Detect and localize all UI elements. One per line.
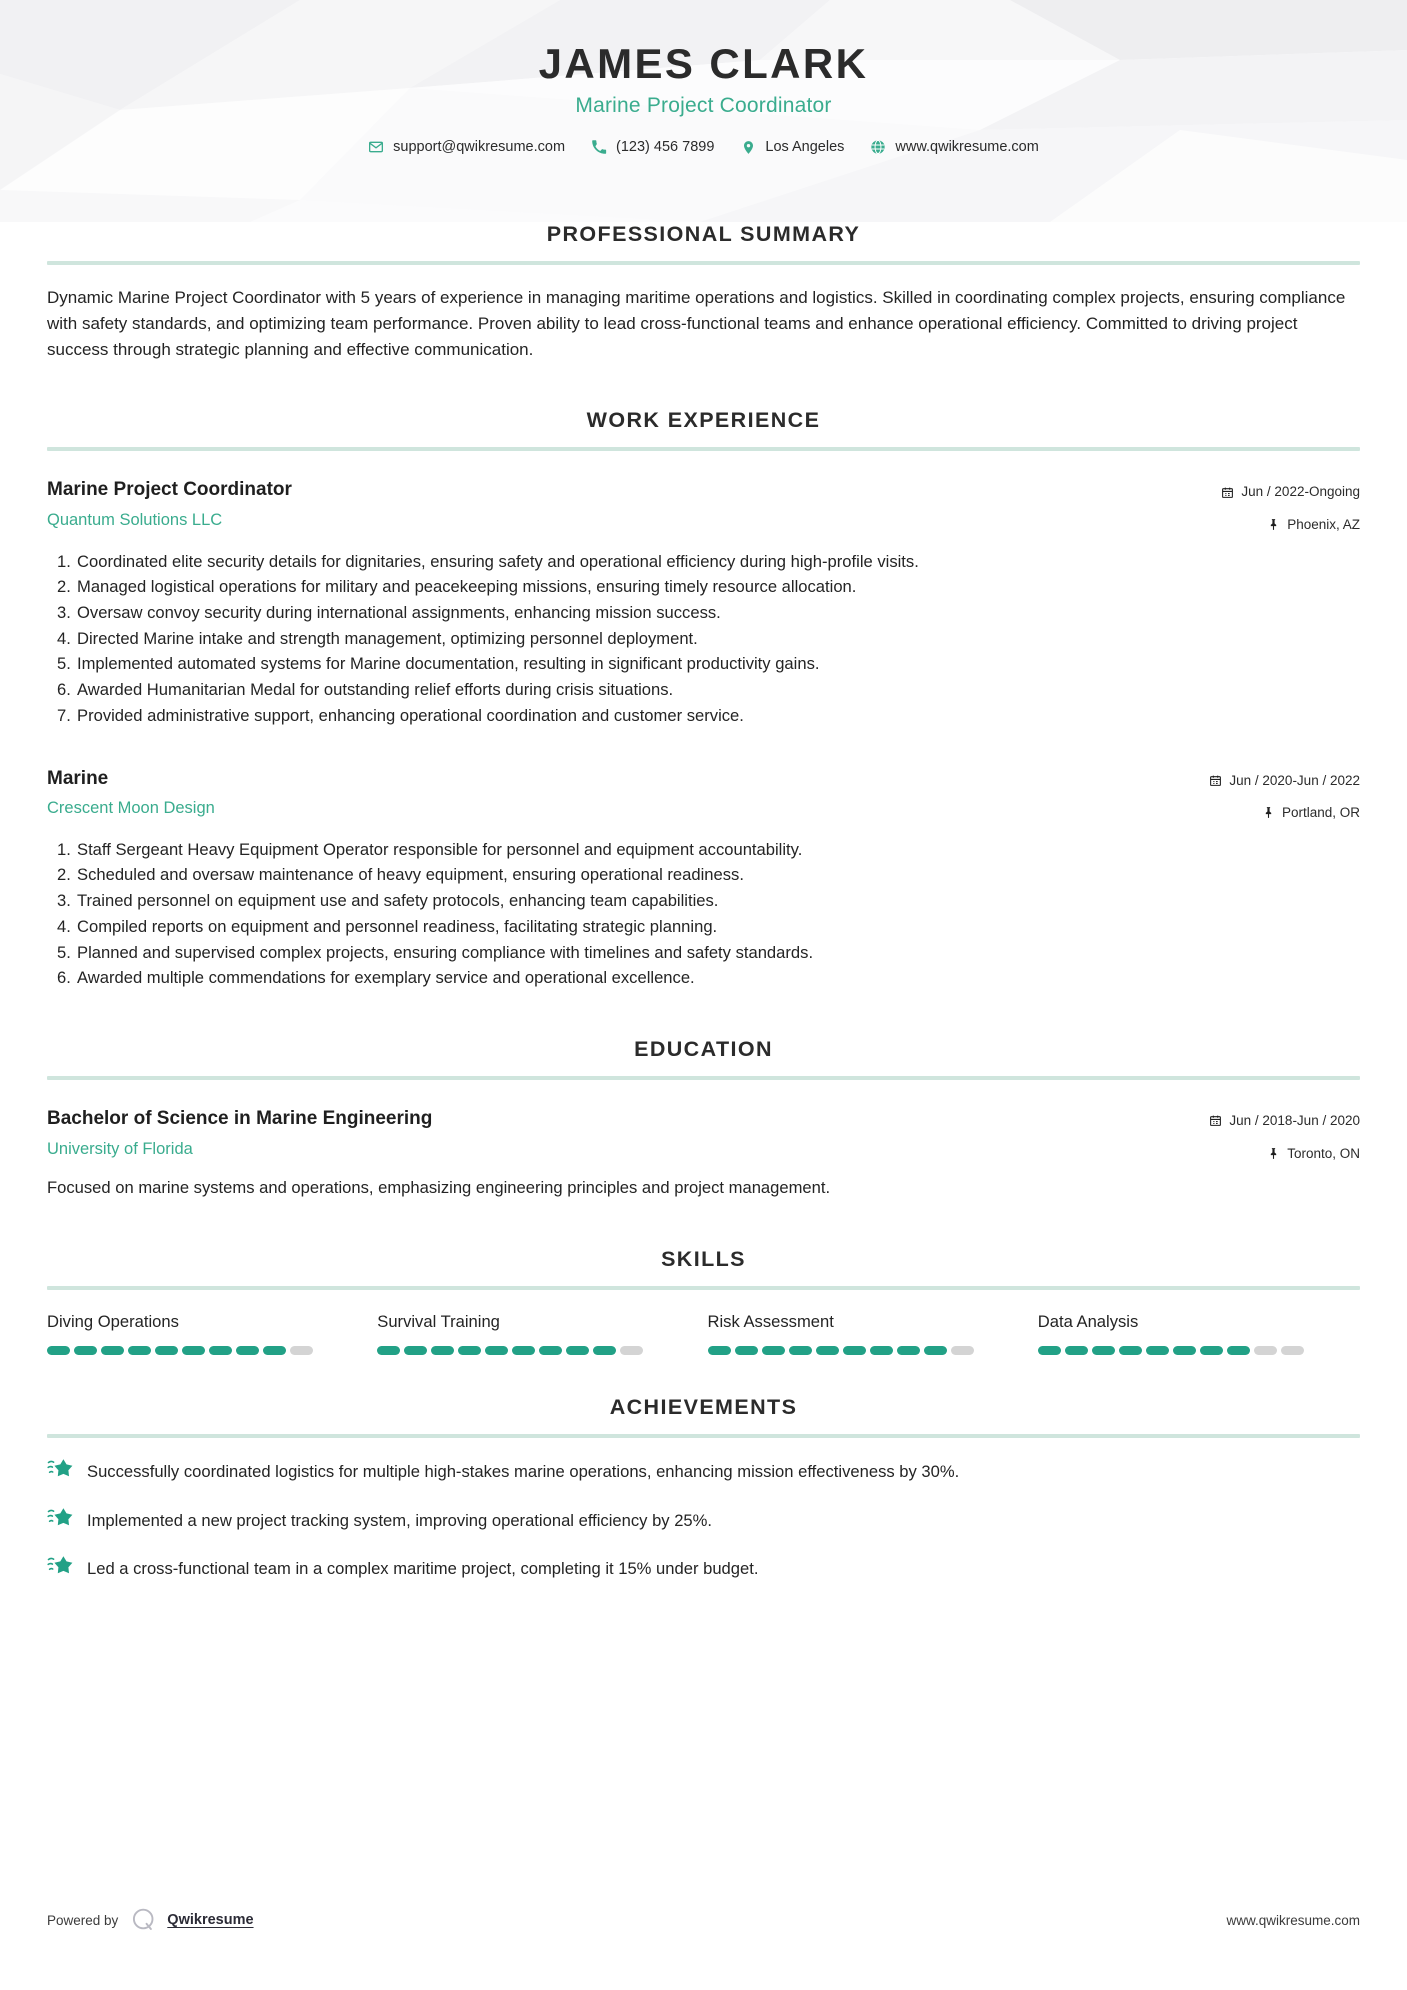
work-entry bbox=[47, 767, 1360, 991]
contact-location[interactable] bbox=[727, 139, 857, 155]
work-dates-text: Jun / 2022-Ongoing bbox=[1241, 484, 1360, 500]
skill-pip-filled bbox=[458, 1346, 481, 1355]
section-professional-summary bbox=[47, 222, 1360, 362]
skill-pip-empty bbox=[1254, 1346, 1277, 1355]
list-item: Coordinated elite security details for dignitaries, ensuring safety and operational efficiency during high-profile visits. bbox=[77, 551, 919, 571]
education-dates-text: Jun / 2018-Jun / 2020 bbox=[1229, 1113, 1360, 1129]
skill-label: Risk Assessment bbox=[707, 1312, 834, 1332]
work-entry bbox=[47, 478, 1360, 728]
contact-website-text: www.qwikresume.com bbox=[895, 139, 1039, 156]
shooting-star-icon bbox=[47, 1457, 75, 1483]
list-item: Managed logistical operations for military and peacekeeping missions, ensuring timely resource allocation. bbox=[77, 577, 857, 597]
work-entry-header bbox=[47, 767, 1360, 823]
skills-grid bbox=[47, 1312, 1360, 1355]
pushpin-icon bbox=[1262, 806, 1275, 819]
skill-pip-filled bbox=[816, 1346, 839, 1355]
section-achievements bbox=[47, 1395, 1360, 1581]
work-bullets bbox=[47, 837, 1360, 991]
section-heading-summary: PROFESSIONAL SUMMARY bbox=[546, 222, 861, 246]
achievement-text: Led a cross-functional team in a complex maritime project, completing it 15% under budget. bbox=[87, 1559, 759, 1579]
work-company: Quantum Solutions LLC bbox=[47, 511, 223, 530]
skill-pip-filled bbox=[209, 1346, 232, 1355]
list-item: Scheduled and oversaw maintenance of heavy equipment, ensuring operational readiness. bbox=[77, 865, 744, 885]
section-divider bbox=[47, 261, 1360, 265]
skill-pip-filled bbox=[789, 1346, 812, 1355]
education-description: Focused on marine systems and operations, emphasizing engineering principles and project management. bbox=[47, 1178, 831, 1198]
contact-row bbox=[0, 139, 1407, 155]
education-school: University of Florida bbox=[47, 1139, 193, 1158]
skill-pip-filled bbox=[1119, 1346, 1142, 1355]
skill-pip-filled bbox=[924, 1346, 947, 1355]
skill-pip-empty bbox=[951, 1346, 974, 1355]
list-item: Implemented automated systems for Marine documentation, resulting in significant productivity gains. bbox=[77, 654, 820, 674]
skill-item bbox=[47, 1312, 369, 1355]
list-item: Awarded Humanitarian Medal for outstanding relief efforts during crisis situations. bbox=[77, 680, 674, 700]
skill-pip-filled bbox=[1173, 1346, 1196, 1355]
contact-location-text: Los Angeles bbox=[765, 139, 845, 156]
skill-pip-filled bbox=[1227, 1346, 1250, 1355]
skill-label: Survival Training bbox=[377, 1312, 500, 1332]
skill-level-bar bbox=[377, 1346, 699, 1355]
skill-pip-filled bbox=[74, 1346, 97, 1355]
summary-text: Dynamic Marine Project Coordinator with 5 years of experience in managing maritime operations and logistics. Skilled in coordinating complex projects, ensuring compliance with safety standards, and optimizing team performance. Proven ability to lead cross-functional teams and enhance operational efficiency. Committed to driving project success through strategic planning and effective communication. bbox=[47, 288, 1346, 359]
list-item bbox=[47, 1555, 1360, 1581]
skill-pip-filled bbox=[1146, 1346, 1169, 1355]
list-item: Trained personnel on equipment use and safety protocols, enhancing team capabilities. bbox=[77, 891, 719, 911]
globe-icon bbox=[870, 139, 886, 155]
skill-pip-filled bbox=[182, 1346, 205, 1355]
skill-pip-filled bbox=[593, 1346, 616, 1355]
skill-pip-filled bbox=[762, 1346, 785, 1355]
pushpin-icon bbox=[1267, 1147, 1280, 1160]
list-item: Directed Marine intake and strength management, optimizing personnel deployment. bbox=[77, 628, 698, 648]
skill-pip-filled bbox=[539, 1346, 562, 1355]
work-location-text: Portland, OR bbox=[1281, 805, 1360, 821]
skill-pip-filled bbox=[735, 1346, 758, 1355]
shooting-star-icon bbox=[47, 1506, 75, 1532]
skill-pip-empty bbox=[620, 1346, 643, 1355]
skill-pip-empty bbox=[290, 1346, 313, 1355]
list-item: Compiled reports on equipment and personnel readiness, facilitating strategic planning. bbox=[77, 916, 718, 936]
section-heading-achievements: ACHIEVEMENTS bbox=[609, 1395, 798, 1420]
skill-item bbox=[708, 1312, 1030, 1355]
achievement-text: Implemented a new project tracking system, improving operational efficiency by 25%. bbox=[87, 1510, 713, 1530]
email-icon bbox=[368, 139, 384, 155]
skill-pip-filled bbox=[128, 1346, 151, 1355]
skill-pip-filled bbox=[101, 1346, 124, 1355]
section-heading-education: EDUCATION bbox=[634, 1037, 773, 1062]
skill-level-bar bbox=[708, 1346, 1030, 1355]
skill-pip-filled bbox=[236, 1346, 259, 1355]
qwikresume-logo-icon bbox=[130, 1906, 158, 1934]
footer-brand-link[interactable]: Qwikresume bbox=[167, 1912, 254, 1928]
section-education bbox=[47, 1037, 1360, 1201]
contact-phone[interactable] bbox=[578, 139, 727, 155]
skill-level-bar bbox=[47, 1346, 369, 1355]
section-skills bbox=[47, 1247, 1360, 1355]
achievement-text: Successfully coordinated logistics for multiple high-stakes marine operations, enhancing mission effectiveness by 30%. bbox=[87, 1462, 960, 1482]
list-item: Staff Sergeant Heavy Equipment Operator responsible for personnel and equipment accountability. bbox=[77, 839, 803, 859]
education-location-text: Toronto, ON bbox=[1287, 1145, 1360, 1161]
contact-phone-text: (123) 456 7899 bbox=[616, 139, 715, 156]
education-degree: Bachelor of Science in Marine Engineering bbox=[47, 1108, 433, 1130]
skill-item bbox=[1038, 1312, 1360, 1355]
work-location bbox=[1221, 515, 1360, 535]
education-location bbox=[1209, 1144, 1360, 1164]
skill-pip-filled bbox=[708, 1346, 731, 1355]
skill-pip-filled bbox=[377, 1346, 400, 1355]
section-divider bbox=[47, 1286, 1360, 1290]
work-dates-text: Jun / 2020-Jun / 2022 bbox=[1229, 772, 1360, 788]
skill-pip-filled bbox=[155, 1346, 178, 1355]
skill-pip-filled bbox=[1065, 1346, 1088, 1355]
contact-website[interactable] bbox=[857, 139, 1051, 155]
section-heading-skills: SKILLS bbox=[661, 1247, 746, 1272]
achievements-list bbox=[47, 1458, 1360, 1581]
footer-powered-by bbox=[47, 1906, 254, 1934]
resume-header bbox=[0, 0, 1407, 222]
work-role: Marine Project Coordinator bbox=[47, 479, 292, 501]
section-divider bbox=[47, 447, 1360, 451]
skill-pip-filled bbox=[897, 1346, 920, 1355]
calendar-icon bbox=[1221, 486, 1234, 499]
skill-pip-filled bbox=[870, 1346, 893, 1355]
page-title: JAMES CLARK bbox=[538, 40, 869, 87]
work-bullets bbox=[47, 549, 1360, 729]
phone-icon bbox=[591, 139, 607, 155]
work-dates bbox=[1221, 482, 1360, 502]
list-item bbox=[47, 1458, 1360, 1484]
skill-pip-filled bbox=[843, 1346, 866, 1355]
footer-powered-by-label: Powered by bbox=[47, 1912, 119, 1928]
section-divider bbox=[47, 1076, 1360, 1080]
education-entry-header bbox=[47, 1107, 1360, 1163]
footer-website[interactable]: www.qwikresume.com bbox=[1226, 1912, 1360, 1928]
skill-pip-filled bbox=[512, 1346, 535, 1355]
skill-pip-filled bbox=[404, 1346, 427, 1355]
section-heading-work: WORK EXPERIENCE bbox=[586, 408, 821, 433]
section-divider bbox=[47, 1434, 1360, 1438]
education-dates bbox=[1209, 1111, 1360, 1131]
skill-label: Data Analysis bbox=[1037, 1312, 1139, 1332]
list-item: Oversaw convoy security during international assignments, enhancing mission success. bbox=[77, 603, 721, 623]
skill-pip-filled bbox=[1038, 1346, 1061, 1355]
list-item bbox=[47, 1507, 1360, 1533]
skill-label: Diving Operations bbox=[47, 1312, 179, 1332]
calendar-icon bbox=[1209, 1114, 1222, 1127]
work-location-text: Phoenix, AZ bbox=[1287, 517, 1360, 533]
work-dates bbox=[1209, 771, 1360, 791]
work-company: Crescent Moon Design bbox=[47, 799, 215, 818]
skill-pip-empty bbox=[1281, 1346, 1304, 1355]
skill-level-bar bbox=[1038, 1346, 1360, 1355]
contact-email-text: support@qwikresume.com bbox=[393, 139, 566, 156]
skill-pip-filled bbox=[47, 1346, 70, 1355]
skill-item bbox=[377, 1312, 699, 1355]
section-work-experience bbox=[47, 408, 1360, 991]
page-footer bbox=[47, 1906, 1360, 1934]
work-location bbox=[1209, 803, 1360, 823]
work-entry-header bbox=[47, 478, 1360, 534]
skill-pip-filled bbox=[1092, 1346, 1115, 1355]
shooting-star-icon bbox=[47, 1554, 75, 1580]
skill-pip-filled bbox=[263, 1346, 286, 1355]
work-role: Marine bbox=[47, 767, 109, 789]
location-pin-icon bbox=[740, 139, 756, 155]
list-item: Planned and supervised complex projects, ensuring compliance with timelines and safety standards. bbox=[77, 942, 814, 962]
contact-email[interactable] bbox=[355, 139, 578, 155]
calendar-icon bbox=[1209, 774, 1222, 787]
skill-pip-filled bbox=[1200, 1346, 1223, 1355]
list-item: Awarded multiple commendations for exemplary service and operational excellence. bbox=[77, 968, 695, 988]
skill-pip-filled bbox=[431, 1346, 454, 1355]
job-title: Marine Project Coordinator bbox=[575, 94, 832, 118]
skill-pip-filled bbox=[485, 1346, 508, 1355]
pushpin-icon bbox=[1267, 518, 1280, 531]
list-item: Provided administrative support, enhancing operational coordination and customer service. bbox=[77, 705, 744, 725]
education-entry bbox=[47, 1107, 1360, 1201]
skill-pip-filled bbox=[566, 1346, 589, 1355]
